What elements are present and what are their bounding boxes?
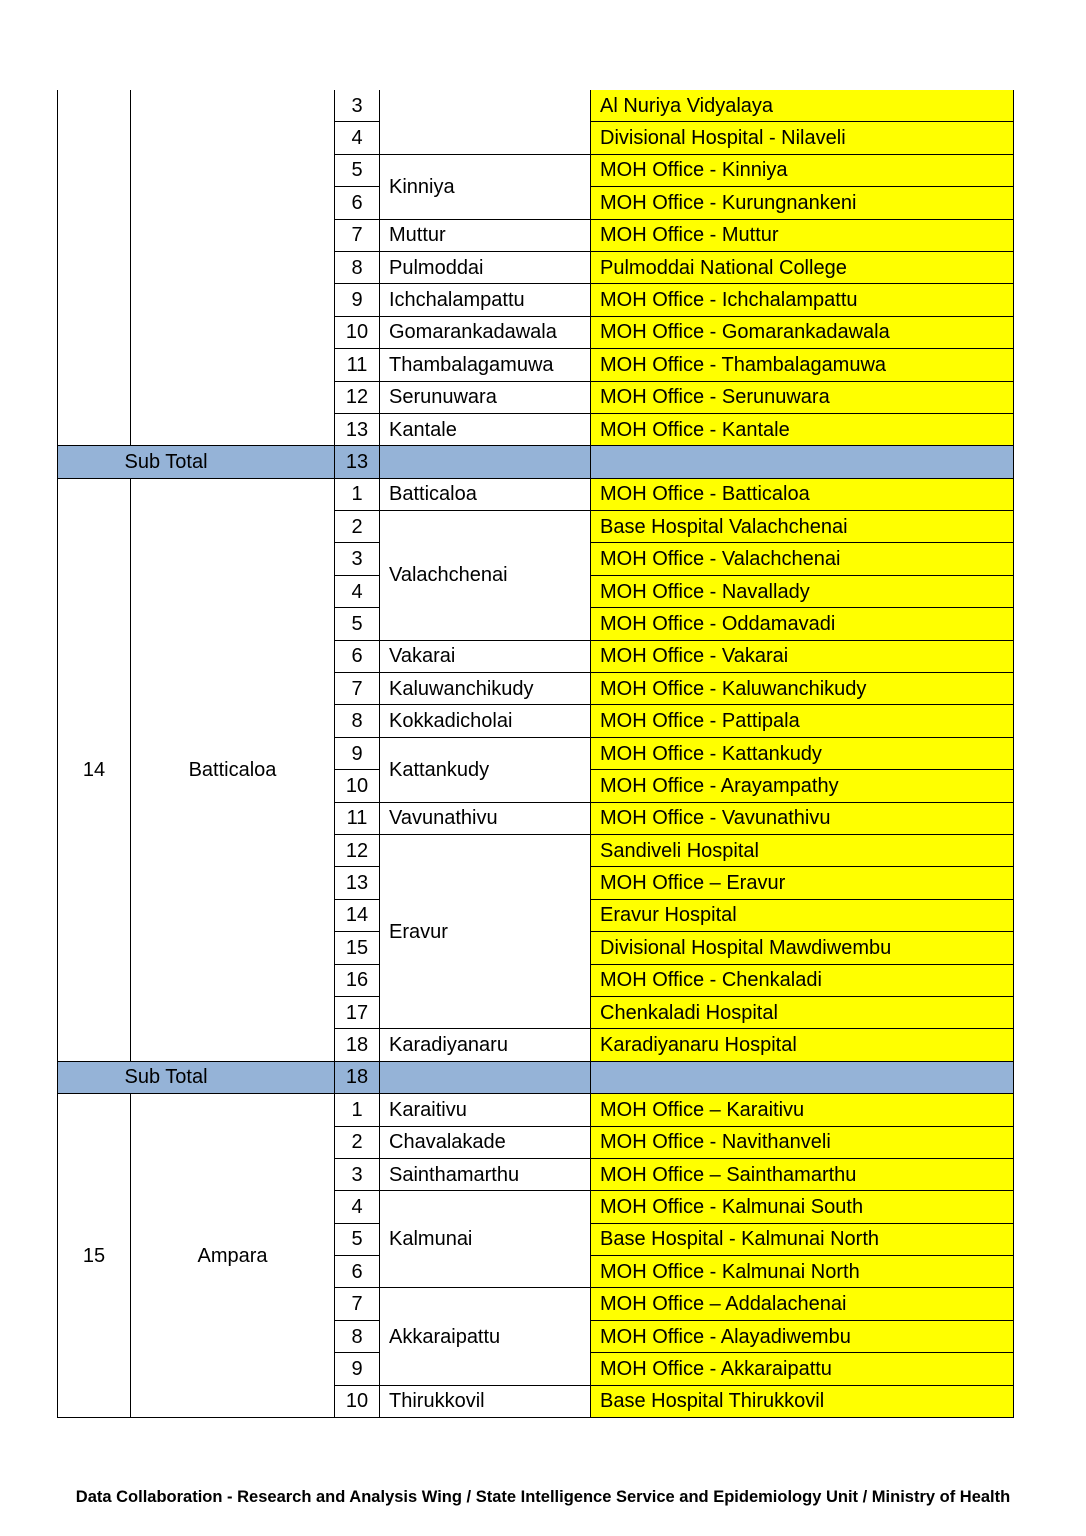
vaccination-center: MOH Office - Vavunathivu [591, 802, 1014, 834]
table-body [58, 90, 1014, 1418]
row-number: 4 [335, 122, 380, 154]
row-number: 12 [335, 834, 380, 866]
table-row [58, 1094, 1014, 1126]
row-number: 10 [335, 316, 380, 348]
table-row [58, 478, 1014, 510]
row-number: 7 [335, 673, 380, 705]
moh-area: Ichchalampattu [380, 284, 591, 316]
row-number: 8 [335, 705, 380, 737]
moh-area: Valachchenai [380, 511, 591, 641]
moh-area: Kaluwanchikudy [380, 673, 591, 705]
row-number: 6 [335, 187, 380, 219]
vaccination-center: Base Hospital Thirukkovil [591, 1385, 1014, 1417]
vaccination-center: Karadiyanaru Hospital [591, 1029, 1014, 1061]
moh-area: Kokkadicholai [380, 705, 591, 737]
row-number: 8 [335, 1320, 380, 1352]
table-row [58, 90, 1014, 122]
vaccination-center: MOH Office - Ichchalampattu [591, 284, 1014, 316]
row-number: 9 [335, 284, 380, 316]
vaccination-center: MOH Office - Navallady [591, 575, 1014, 607]
vaccination-center: MOH Office - Alayadiwembu [591, 1320, 1014, 1352]
district-number [58, 90, 131, 446]
row-number: 11 [335, 349, 380, 381]
subtotal-label: Sub Total [58, 446, 335, 478]
vaccination-center: MOH Office - Akkaraipattu [591, 1353, 1014, 1385]
row-number: 6 [335, 640, 380, 672]
row-number: 2 [335, 1126, 380, 1158]
subtotal-empty-moh [380, 1061, 591, 1093]
district-number: 15 [58, 1094, 131, 1418]
row-number: 2 [335, 511, 380, 543]
moh-area: Eravur [380, 834, 591, 1028]
row-number: 10 [335, 770, 380, 802]
vaccination-center: MOH Office - Vakarai [591, 640, 1014, 672]
page-footer: Data Collaboration - Research and Analysis Wing / State Intelligence Service and Epidemiology Unit / Ministry of Health [75, 1488, 1011, 1506]
vaccination-center: MOH Office - Batticaloa [591, 478, 1014, 510]
moh-area: Akkaraipattu [380, 1288, 591, 1385]
vaccination-center: MOH Office - Chenkaladi [591, 964, 1014, 996]
row-number: 7 [335, 219, 380, 251]
moh-area: Kinniya [380, 154, 591, 219]
row-number: 3 [335, 1158, 380, 1190]
vaccination-center: MOH Office - Serunuwara [591, 381, 1014, 413]
vaccination-center: Base Hospital Valachchenai [591, 511, 1014, 543]
subtotal-empty-moh [380, 446, 591, 478]
vaccination-center: MOH Office - Muttur [591, 219, 1014, 251]
vaccination-center: MOH Office - Navithanveli [591, 1126, 1014, 1158]
vaccination-center: MOH Office - Pattipala [591, 705, 1014, 737]
vaccination-center: Base Hospital - Kalmunai North [591, 1223, 1014, 1255]
subtotal-row [58, 1061, 1014, 1093]
subtotal-row [58, 446, 1014, 478]
row-number: 3 [335, 90, 380, 122]
row-number: 5 [335, 608, 380, 640]
moh-area: Thambalagamuwa [380, 349, 591, 381]
subtotal-empty-center [591, 1061, 1014, 1093]
moh-area: Vakarai [380, 640, 591, 672]
vaccination-center: Sandiveli Hospital [591, 834, 1014, 866]
row-number: 9 [335, 1353, 380, 1385]
vaccination-center: MOH Office - Thambalagamuwa [591, 349, 1014, 381]
vaccination-center: MOH Office - Kattankudy [591, 737, 1014, 769]
vaccination-center: MOH Office - Kurungnankeni [591, 187, 1014, 219]
row-number: 5 [335, 154, 380, 186]
row-number: 13 [335, 413, 380, 445]
vaccination-center: MOH Office - Kalmunai North [591, 1256, 1014, 1288]
vaccination-center: MOH Office - Kantale [591, 413, 1014, 445]
moh-area: Vavunathivu [380, 802, 591, 834]
row-number: 7 [335, 1288, 380, 1320]
moh-area: Serunuwara [380, 381, 591, 413]
vaccination-center: Divisional Hospital - Nilaveli [591, 122, 1014, 154]
row-number: 4 [335, 575, 380, 607]
vaccination-center: MOH Office – Karaitivu [591, 1094, 1014, 1126]
row-number: 17 [335, 996, 380, 1028]
moh-area: Muttur [380, 219, 591, 251]
vaccination-center: MOH Office – Addalachenai [591, 1288, 1014, 1320]
district-name: Batticaloa [131, 478, 335, 1061]
vaccination-center: MOH Office - Kaluwanchikudy [591, 673, 1014, 705]
moh-area: Pulmoddai [380, 251, 591, 283]
vaccination-center: Eravur Hospital [591, 899, 1014, 931]
row-number: 4 [335, 1191, 380, 1223]
moh-area: Kantale [380, 413, 591, 445]
moh-area [380, 90, 591, 154]
vaccination-centers-table [57, 90, 1014, 1418]
row-number: 1 [335, 1094, 380, 1126]
row-number: 10 [335, 1385, 380, 1417]
row-number: 16 [335, 964, 380, 996]
row-number: 8 [335, 251, 380, 283]
row-number: 13 [335, 867, 380, 899]
moh-area: Thirukkovil [380, 1385, 591, 1417]
vaccination-center: Divisional Hospital Mawdiwembu [591, 932, 1014, 964]
moh-area: Gomarankadawala [380, 316, 591, 348]
subtotal-value: 13 [335, 446, 380, 478]
row-number: 11 [335, 802, 380, 834]
vaccination-center: MOH Office – Sainthamarthu [591, 1158, 1014, 1190]
vaccination-center: MOH Office - Valachchenai [591, 543, 1014, 575]
vaccination-center: Al Nuriya Vidyalaya [591, 90, 1014, 122]
moh-area: Chavalakade [380, 1126, 591, 1158]
row-number: 6 [335, 1256, 380, 1288]
vaccination-center: MOH Office - Arayampathy [591, 770, 1014, 802]
row-number: 1 [335, 478, 380, 510]
row-number: 15 [335, 932, 380, 964]
vaccination-center: Chenkaladi Hospital [591, 996, 1014, 1028]
row-number: 14 [335, 899, 380, 931]
district-name [131, 90, 335, 446]
vaccination-center: MOH Office - Kalmunai South [591, 1191, 1014, 1223]
row-number: 5 [335, 1223, 380, 1255]
subtotal-label: Sub Total [58, 1061, 335, 1093]
moh-area: Karadiyanaru [380, 1029, 591, 1061]
moh-area: Karaitivu [380, 1094, 591, 1126]
district-number: 14 [58, 478, 131, 1061]
moh-area: Sainthamarthu [380, 1158, 591, 1190]
vaccination-center: MOH Office - Kinniya [591, 154, 1014, 186]
row-number: 3 [335, 543, 380, 575]
row-number: 12 [335, 381, 380, 413]
row-number: 9 [335, 737, 380, 769]
subtotal-value: 18 [335, 1061, 380, 1093]
moh-area: Kalmunai [380, 1191, 591, 1288]
vaccination-center: MOH Office - Oddamavadi [591, 608, 1014, 640]
district-name: Ampara [131, 1094, 335, 1418]
moh-area: Kattankudy [380, 737, 591, 802]
vaccination-center: MOH Office – Eravur [591, 867, 1014, 899]
row-number: 18 [335, 1029, 380, 1061]
subtotal-empty-center [591, 446, 1014, 478]
vaccination-center: MOH Office - Gomarankadawala [591, 316, 1014, 348]
moh-area: Batticaloa [380, 478, 591, 510]
vaccination-center: Pulmoddai National College [591, 251, 1014, 283]
